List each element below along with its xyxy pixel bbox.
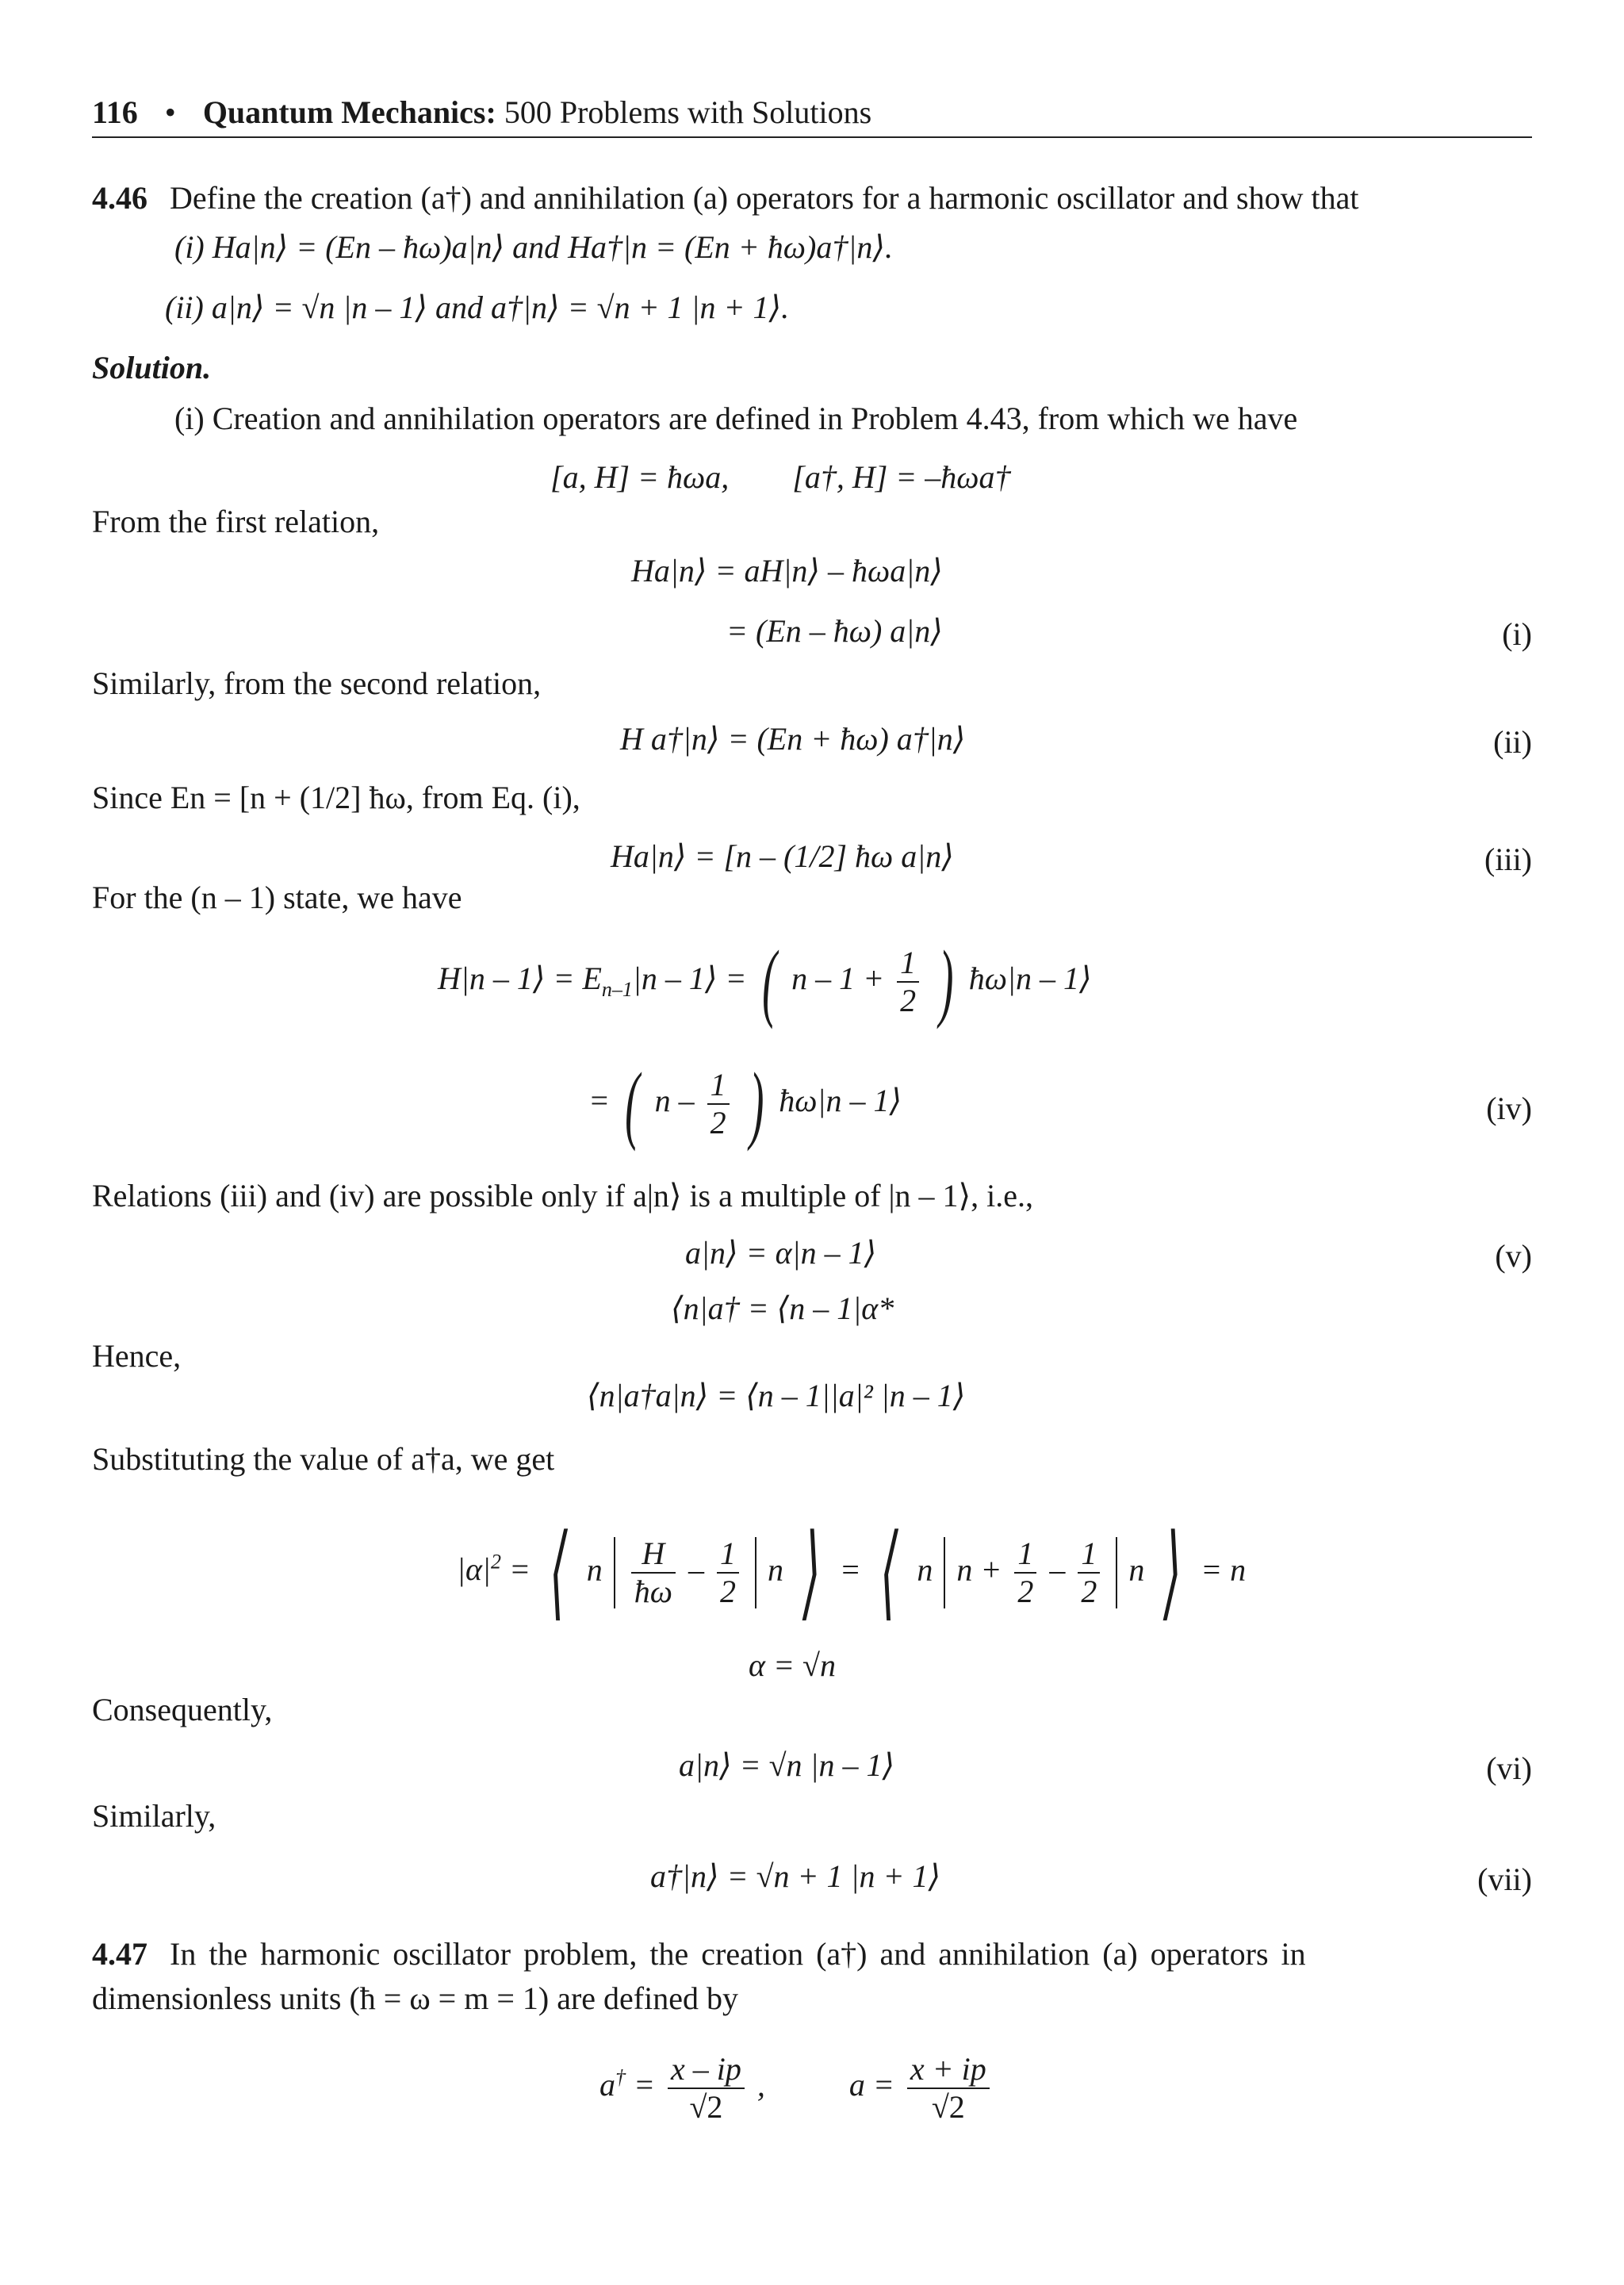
substituting-text: Substituting the value of a†a, we get [92, 1441, 555, 1477]
for-state-text: For the (n – 1) state, we have [92, 880, 462, 915]
problem-446-part-i: (i) Ha|n⟩ = (En – ħω)a|n⟩ and Ha†|n = (En + ħω)a†|n⟩. [174, 229, 893, 265]
fraction-one-half: $\frac{1}{2}$ [1078, 1535, 1100, 1610]
fraction-one-half: $\frac{1}{2}$ [717, 1535, 739, 1610]
alpha-sqrt-n: α = √n [749, 1647, 836, 1683]
commutators: [a, H] = ħωa, [a†, H] = –ħωa† [550, 459, 1011, 495]
problem-446-statement [92, 182, 1532, 214]
similarly-text: Similarly, [92, 1798, 216, 1834]
eq7: a†|n⟩ = √n + 1 |n + 1⟩ [650, 1858, 941, 1894]
solution-intro: (i) Creation and annihilation operators are defined in Problem 4.43, from which we have [174, 401, 1298, 436]
eq-number-i: (i) [1502, 616, 1532, 652]
operator-definitions: a† = $\frac{x - ip}{√2}$ , a = $\frac{x + ip}{√2}$ [599, 2030, 994, 2126]
from-first-text: From the first relation, [92, 504, 380, 539]
book-title-rest: 500 Problems with Solutions [504, 94, 872, 130]
eq-number-ii: (ii) [1493, 724, 1532, 760]
eq4-line1: H|n – 1⟩ = $E_{n-1}|n$ – 1⟩ = ( n – 1 + $\frac{1}{2}$ ) ħω|n – 1⟩ [438, 933, 1092, 1030]
solution-heading: Solution. [92, 350, 212, 385]
eq5b: ⟨n|a† = ⟨n – 1|α* [671, 1290, 894, 1326]
eq6: a|n⟩ = √n |n – 1⟩ [679, 1747, 895, 1783]
similarly-second-text: Similarly, from the second relation, [92, 665, 542, 701]
eq-number-v: (v) [1495, 1238, 1532, 1274]
eq4-line2: = ( n – $\frac{1}{2}$ ) ħω|n – 1⟩ [588, 1055, 902, 1152]
hence-text: Hence, [92, 1338, 182, 1374]
fraction-adag: $\frac{x - ip}{√2}$ [668, 2051, 745, 2126]
problem-number: 4.47 [92, 1936, 147, 1972]
relations-text: Relations (iii) and (iv) are possible only if a|n⟩ is a multiple of |n – 1⟩, i.e., [92, 1178, 1033, 1213]
eq1-line2: = (En – ħω) a|n⟩ [726, 613, 943, 649]
page-number: 116 [92, 94, 138, 130]
eq3: Ha|n⟩ = [n – (1/2] ħω a|n⟩ [611, 838, 954, 874]
problem-446-part-ii: (ii) a|n⟩ = √n |n – 1⟩ and a†|n⟩ = √n + 1 |n + 1⟩. [165, 289, 790, 325]
problem-447-text: In the harmonic oscillator problem, the creation (a†) and annihilation (a) operators in [170, 1936, 1306, 1972]
eq5a: a|n⟩ = α|n – 1⟩ [685, 1235, 877, 1271]
fraction-h-over-hbar-omega: $\frac{H}{ħ\omega}$ [631, 1535, 676, 1610]
problem-text: Define the creation (a†) and annihilation (a) operators for a harmonic oscillator and show that [170, 180, 1359, 216]
since-text: Since En = [n + (1/2] ħω, from Eq. (i), [92, 780, 580, 815]
book-title-bold: Quantum Mechanics: [202, 94, 496, 130]
fraction-one-half: $\frac{1}{2}$ [897, 945, 919, 1019]
consequently-text: Consequently, [92, 1692, 273, 1727]
problem-447-line2: dimensionless units (ħ = ω = m = 1) are defined by [92, 1980, 738, 2016]
fraction-one-half: $\frac{1}{2}$ [1014, 1535, 1036, 1610]
running-header [92, 94, 872, 130]
fraction-a: $\frac{x + ip}{√2}$ [907, 2051, 990, 2126]
eq1-line1: Ha|n⟩ = aH|n⟩ – ħωa|n⟩ [631, 553, 943, 589]
eq-number-iii: (iii) [1484, 842, 1532, 877]
header-bullet: • [164, 94, 176, 130]
eq-number-iv: (iv) [1486, 1091, 1532, 1126]
eq-hence: ⟨n|a†a|n⟩ = ⟨n – 1||a|² |n – 1⟩ [587, 1378, 966, 1413]
alpha-squared-equation: $|\alpha|^2$ = ⟨ n $\frac{H}{ħ\omega}$ – $\frac{1}{2}$ n ⟩ = ⟨ n n + $\frac{1}{2}$ – $\frac{1}{2}$ n ⟩ = n [457, 1515, 1247, 1630]
eq-number-vi: (vi) [1486, 1750, 1532, 1786]
eq-number-vii: (vii) [1477, 1861, 1532, 1897]
eq2: H a†|n⟩ = (En + ħω) a†|n⟩ [620, 721, 966, 757]
problem-number: 4.46 [92, 180, 147, 216]
fraction-one-half: $\frac{1}{2}$ [707, 1067, 730, 1141]
problem-447-line1 [92, 1938, 1306, 1970]
header-rule [92, 136, 1532, 138]
